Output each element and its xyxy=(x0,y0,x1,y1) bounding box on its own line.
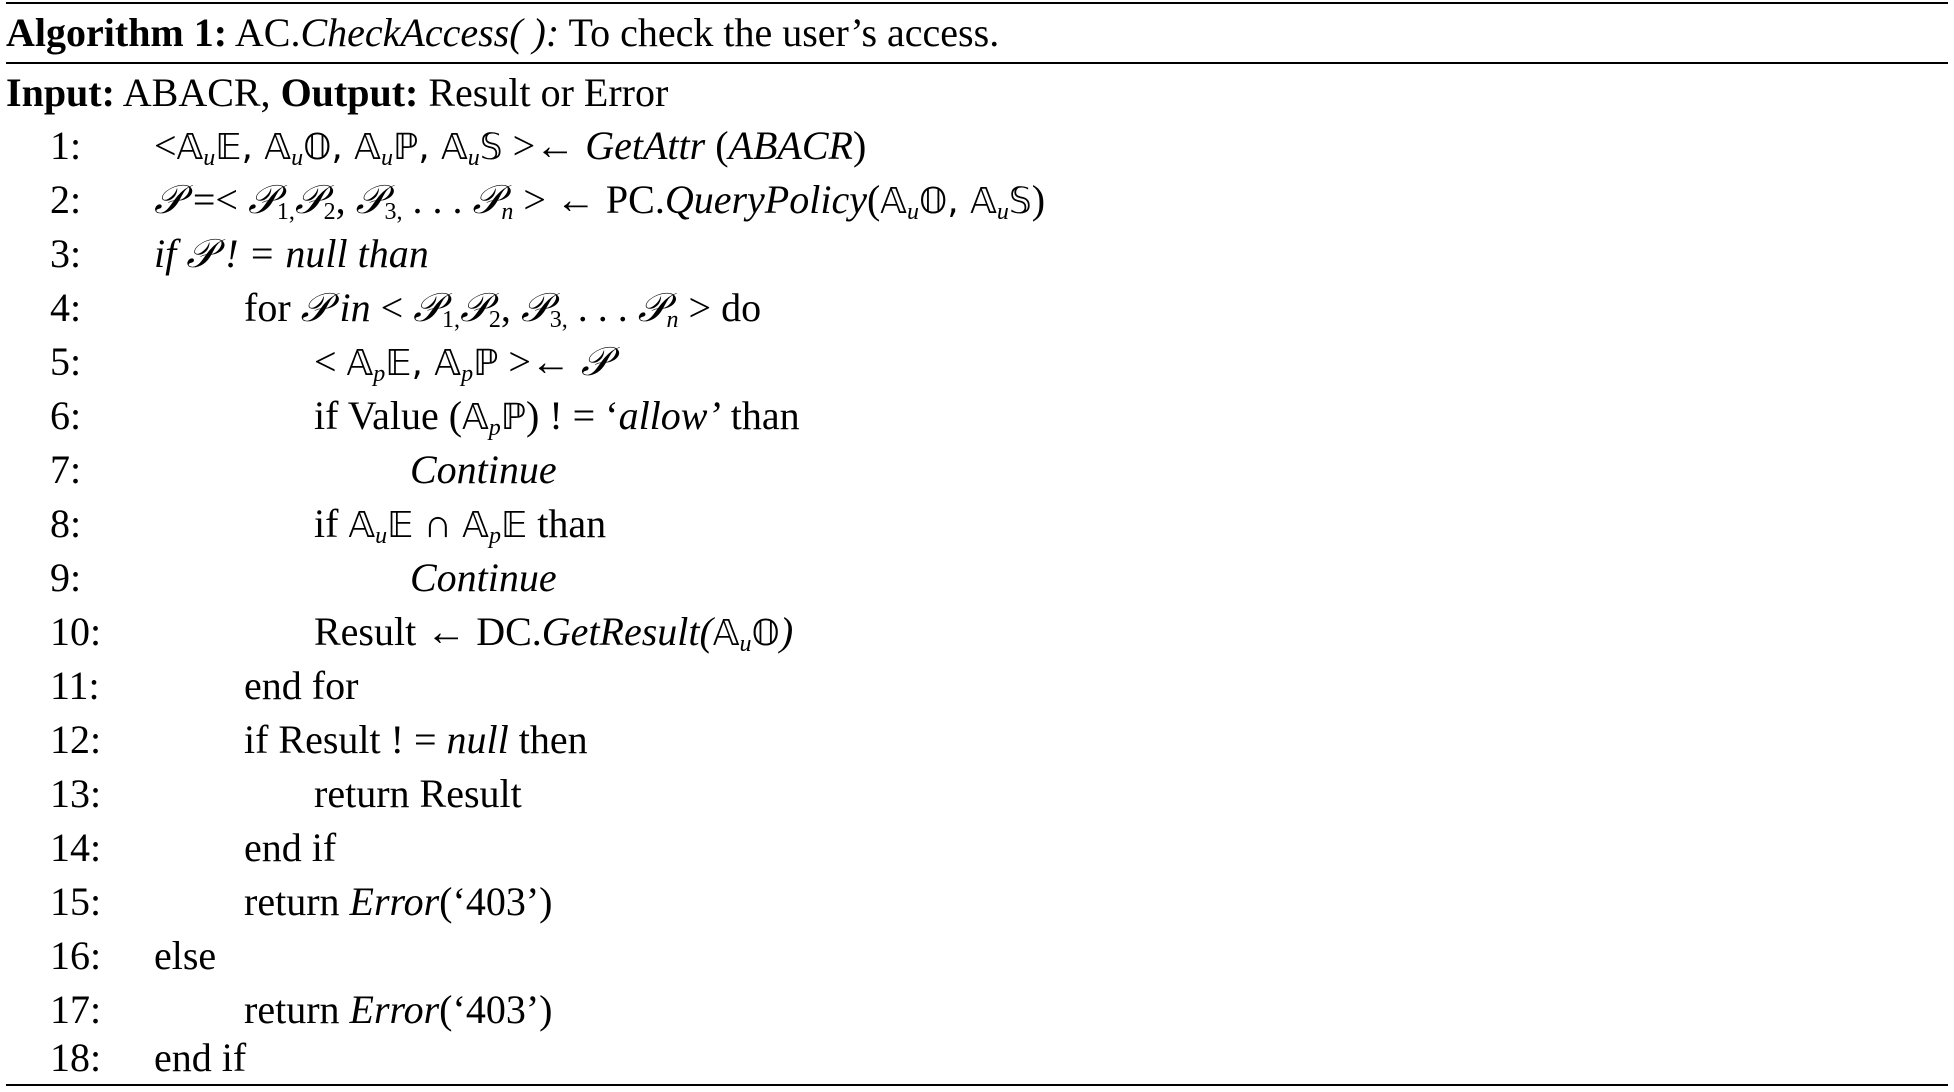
line-code: Continue xyxy=(410,447,557,492)
line-number: 8: xyxy=(50,501,82,546)
line-number: 4: xyxy=(50,285,82,330)
line-code: for 𝒫 in < 𝒫$_{1,}$𝒫$_2$, 𝒫$_{3,}$ . . . 𝒫$_n$ > do xyxy=(244,285,762,333)
line-code: < 𝔸$_p$𝔼, 𝔸$_p$ℙ >← 𝒫 xyxy=(314,339,610,387)
output-value: Result or Error xyxy=(418,70,669,115)
line-number: 7: xyxy=(50,447,82,492)
line-code: if Value (𝔸$_p$ℙ) ! = ‘allow’ than xyxy=(314,393,800,441)
line-code: if 𝒫 ! = null than xyxy=(154,231,429,276)
input-value: ABACR, xyxy=(114,70,281,115)
line-code: return Result xyxy=(314,771,522,816)
line-number: 17: xyxy=(50,987,102,1032)
line-number: 9: xyxy=(50,555,82,600)
line-number: 11: xyxy=(50,663,100,708)
caption-description: To check the user’s access. xyxy=(559,10,1000,55)
output-label: Output: xyxy=(280,70,419,115)
line-code: return Error(‘403’) xyxy=(244,879,553,924)
line-code: Continue xyxy=(410,555,557,600)
line-code: else xyxy=(154,933,217,978)
line-number: 2: xyxy=(50,177,82,222)
line-number: 3: xyxy=(50,231,82,276)
line-number: 18: xyxy=(50,1035,102,1080)
header-rule xyxy=(6,62,1948,64)
line-code: end if xyxy=(244,825,337,870)
line-number: 14: xyxy=(50,825,102,870)
caption-label: Algorithm 1: xyxy=(6,10,228,55)
top-rule xyxy=(6,2,1948,4)
line-number: 16: xyxy=(50,933,102,978)
caption-name-prefix: AC. xyxy=(234,10,301,55)
line-code: end for xyxy=(244,663,359,708)
input-label: Input: xyxy=(6,70,115,115)
line-code: if 𝔸$_u$𝔼 ∩ 𝔸$_p$𝔼 than xyxy=(314,501,607,549)
line-code: <𝔸$_u$𝔼, 𝔸$_u$𝕆, 𝔸$_u$ℙ, 𝔸$_u$𝕊 >← GetAttr (ABACR) xyxy=(154,123,867,171)
algorithm-block xyxy=(6,0,1948,1092)
caption-name: CheckAccess( ): xyxy=(300,10,560,55)
line-number: 5: xyxy=(50,339,82,384)
line-number: 6: xyxy=(50,393,82,438)
line-code: return Error(‘403’) xyxy=(244,987,553,1032)
line-number: 13: xyxy=(50,771,102,816)
input-output-line xyxy=(6,68,668,118)
line-number: 15: xyxy=(50,879,102,924)
line-code: end if xyxy=(154,1035,247,1080)
line-number: 10: xyxy=(50,609,102,654)
line-code: Result ← DC.GetResult(𝔸$_u$𝕆) xyxy=(314,609,794,657)
line-code: 𝒫 =< 𝒫$_{1,}$𝒫$_2$, 𝒫$_{3,}$ . . . 𝒫$_n$ > ← PC.QueryPolicy(𝔸$_u$𝕆, 𝔸$_u$𝕊) xyxy=(154,177,1046,225)
line-code: if Result ! = null then xyxy=(244,717,588,762)
bottom-rule xyxy=(6,1084,1948,1086)
algorithm-caption xyxy=(6,8,999,58)
line-number: 1: xyxy=(50,123,82,168)
line-number: 12: xyxy=(50,717,102,762)
